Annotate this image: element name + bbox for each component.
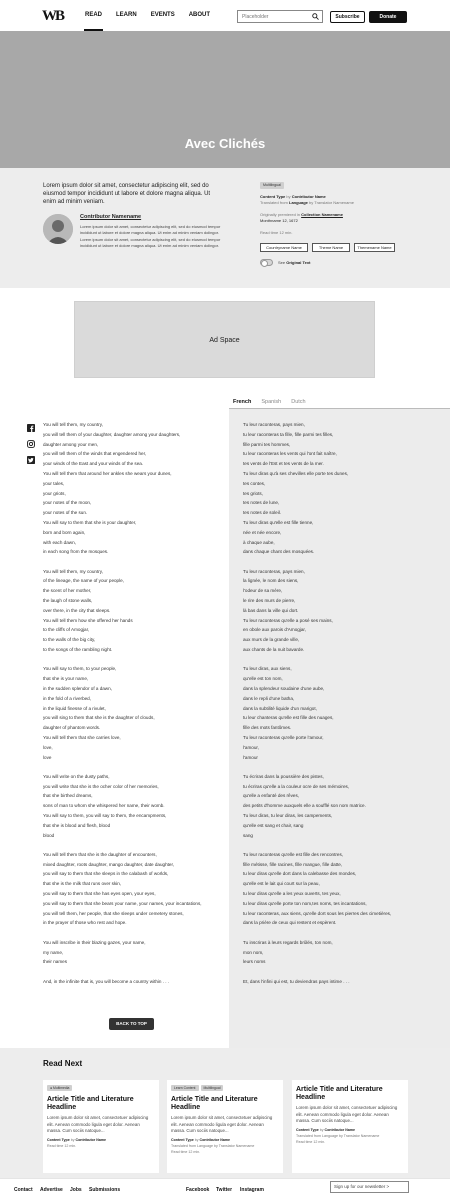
poem-stanza — [243, 567, 418, 655]
toggle-label — [278, 260, 310, 265]
date-text: Monthname 12, 1672 — [260, 218, 298, 223]
poem-line: fille parmi tes hommes, — [243, 441, 291, 447]
contributor-link[interactable]: Contributor Name — [291, 194, 326, 199]
poem-line: the scent of her mother, — [43, 588, 92, 594]
site-logo[interactable]: WB — [42, 8, 64, 24]
themename-tag[interactable]: Themename Name — [354, 243, 395, 252]
toggle-prefix: See — [278, 260, 286, 265]
poem-line: Tu leur diras, aux siens, — [243, 666, 292, 672]
tab-dutch[interactable]: Dutch — [291, 399, 306, 405]
poem-line: l'odeur de sa mère, — [243, 588, 283, 594]
poem-line: tes contes, — [243, 480, 266, 486]
poem-line: You will say to them, you will say to them, the encampments, — [43, 812, 167, 818]
poem-line: tes notes de soleil. — [243, 510, 282, 516]
poem-stanza — [43, 938, 220, 967]
back-to-top-button[interactable]: BACK TO TOP — [109, 1018, 154, 1030]
card-badges — [171, 1085, 225, 1091]
poem-stanza — [243, 664, 418, 762]
poem-line: to the songs of the rambling night. — [43, 647, 113, 653]
poem-line: l'amour — [243, 754, 258, 760]
poem-line: my name, — [43, 949, 64, 955]
poem-stanza — [243, 772, 418, 841]
poem-line: in the liquid finesse of a rivulet, — [43, 705, 106, 711]
card-excerpt: Lorem ipsum dolor sit amet, consectetuer adipiscing elit. Aenean commodo ligula eget dolor. Aenean massa. Cum sociis natoque... — [171, 1115, 273, 1133]
by-text: by — [286, 194, 291, 199]
twitter-icon[interactable] — [27, 456, 35, 464]
poem-line: And, in the infinite that is, you will become a country within . . . — [43, 978, 170, 984]
article-card[interactable] — [43, 1080, 159, 1173]
poem-stanza — [43, 420, 220, 557]
card-contributor[interactable]: Contributor Name — [199, 1138, 231, 1142]
poem-line: tu leur raconteras les vents qui l'ont fait naître, — [243, 451, 337, 457]
poem-line: Tu leur raconteras, pays mien, — [243, 422, 305, 427]
poem-line: You will tell them that around her ankles she wears your dunes, — [43, 470, 172, 476]
poem-line: your griots, — [43, 490, 66, 496]
poem-line: daughter among your men, — [43, 441, 99, 447]
poem-stanza — [243, 420, 418, 557]
poem-line: Tu leur raconteras qu'elle est fille des rencontres, — [243, 851, 344, 857]
poem-line: tu leur diras qu'elle a les yeux ouverts, tes yeux, — [243, 891, 341, 897]
poem-line: Et, dans l'infini qui est, tu deviendras pays intime . . . — [243, 978, 350, 984]
poem-line: tu leur chanteras qu'elle est fille des nuages, — [243, 715, 334, 721]
poem-line: that she is blood and flesh, blood — [43, 822, 111, 828]
poem-line: Tu écriras dans la poussière des pistes, — [243, 773, 324, 779]
poem-line: You will say to them that she is your daughter, — [43, 519, 137, 525]
tabs-divider — [229, 408, 450, 409]
poem-line: tu leur raconteras, aux siens, qu'elle dort sous les pierres des cimetières, — [243, 910, 392, 916]
card-content-type[interactable]: Content Type — [171, 1138, 194, 1142]
card-by: by — [70, 1138, 75, 1142]
donate-button[interactable]: Donate — [369, 11, 407, 23]
poem-line: à chaque aube, — [243, 539, 275, 545]
country-tag[interactable]: Countryname Name — [260, 243, 308, 252]
read-time: Read time 12 min. — [260, 230, 293, 235]
page-title: Avec Clichés — [184, 136, 266, 151]
poem-line: sons of man to whom she whispered her name, their womb. — [43, 803, 165, 809]
poem-line: over there, in the city that sleeps. — [43, 607, 111, 613]
poem-line: You will tell them, my country, — [43, 568, 103, 574]
card-contributor[interactable]: Contributor Name — [75, 1138, 107, 1142]
toggle-label-strong: Original Text — [286, 260, 311, 265]
poem-line: sang — [243, 832, 253, 838]
contributor-name-link[interactable]: Contributor Namename — [80, 214, 142, 220]
instagram-icon[interactable] — [27, 440, 35, 448]
poem-stanza — [43, 977, 220, 987]
content-type[interactable]: Content Type — [260, 194, 286, 199]
poem-line: of the lineage, the name of your people, — [43, 578, 124, 584]
poem-line: Tu leur raconteras qu'elle porte l'amour, — [243, 734, 324, 740]
lede-text: Lorem ipsum dolor sit amet, consectetur adipiscing elit, sed do eiusmod tempor incididunt ut labore et dolore magna aliqua. Ut enim ad minim veniam. — [43, 183, 211, 205]
poem-line: you will say to them that she bears your name, your names, your incantations, — [43, 900, 202, 906]
poem-line: to the walls of the big city, — [43, 637, 96, 643]
poem-line: to the cliffs of Amogjar, — [43, 627, 90, 633]
card-title[interactable]: Article Title and Literature Headline — [47, 1096, 134, 1111]
content-type-line — [260, 194, 400, 200]
poem-stanza — [243, 977, 418, 987]
translation-line — [260, 200, 400, 206]
poem-line: born and born again, — [43, 529, 86, 535]
poem-line: You will write on the dusty paths, — [43, 773, 110, 779]
poem-stanza — [43, 664, 220, 762]
card-badge-text: Multimedia — [53, 1086, 70, 1090]
poem-line: you will tell them, her people, that she sleeps under cemetery stones, — [43, 910, 184, 916]
poem-line: You will tell them that she carries love, — [43, 734, 121, 740]
poem-line: in the fold of a riverbed, — [43, 695, 92, 701]
card-excerpt: Lorem ipsum dolor sit amet, consectetuer adipiscing elit. Aenean commodo ligula eget dolor. Aenean massa. Cum sociis natoque... — [47, 1115, 149, 1133]
ad-space[interactable]: Ad Space — [74, 301, 375, 378]
poem-line: l'amour, — [243, 744, 259, 750]
tab-french[interactable]: French — [233, 397, 251, 408]
poem-line: tu leur raconteras ta fille, fille parmi tes filles, — [243, 431, 334, 437]
poem-stanza — [243, 850, 418, 928]
poem-line: tu leur diras qu'elle dort dans la calebasse des mondes, — [243, 871, 357, 877]
facebook-icon[interactable] — [27, 424, 35, 432]
translated-from-text: Translated from — [260, 200, 288, 205]
subscribe-button[interactable]: Subscribe — [330, 11, 365, 23]
poem-line: love — [43, 754, 52, 760]
footer-link-submissions[interactable]: Submissions — [89, 1187, 121, 1193]
card-read-time: Read time 12 min. — [47, 1144, 77, 1148]
poem-line: qu'elle est le lait qui court sur la peau, — [243, 881, 320, 887]
card-badge: ● Multimedia — [47, 1085, 72, 1091]
poem-line: in the sudden splendor of a dawn, — [43, 685, 112, 691]
card-meta — [171, 1138, 279, 1143]
poem-line: tu écriras qu'elle a la couleur ocre de ses mémoires, — [243, 783, 350, 789]
newsletter-input[interactable]: Sign up for our newsletter > — [330, 1181, 409, 1193]
language-text: Language — [289, 200, 308, 205]
card-meta — [47, 1138, 155, 1143]
poem-line: Tu leur raconteras, pays mien, — [243, 568, 305, 574]
card-content-type[interactable]: Content Type — [296, 1128, 319, 1132]
article-card[interactable] — [292, 1080, 408, 1173]
poem-translation-column — [243, 420, 418, 996]
poem-line: leurs noms — [243, 959, 266, 965]
poem-line: you will sing to them that she is the daughter of clouds, — [43, 715, 155, 721]
poem-line: You will tell them, my country, — [43, 422, 103, 427]
tab-spanish[interactable]: Spanish — [261, 399, 282, 405]
poem-line: that she birthed dreams, — [43, 793, 93, 799]
footer-link-twitter[interactable]: Twitter — [216, 1187, 233, 1193]
poem-line: in the prayer of those who rest and hope. — [43, 920, 127, 926]
poem-line: dans le repli d'une batha, — [243, 695, 295, 701]
poem-line: love, — [43, 744, 53, 750]
poem-line: dans la prière de ceux qui restent et espèrent. — [243, 920, 337, 926]
poem-stanza — [43, 850, 220, 928]
poem-line: You will inscribe in their blazing gazes, your name, — [43, 939, 146, 945]
collection-link[interactable]: Collection Namename — [301, 212, 343, 217]
poem-stanza — [43, 567, 220, 655]
poem-line: blood — [43, 832, 55, 838]
poem-line: Tu inscriras à leurs regards brûlés, ton nom, — [243, 939, 333, 945]
poem-line: en obole aux parois d'Amogjar, — [243, 627, 306, 633]
poem-line: tu leur diras qu'elle porte ton nom,tes noms, tes incantations, — [243, 900, 367, 906]
poem-line: you will say to them that she sleeps in the calabash of worlds, — [43, 871, 169, 877]
poem-original-column — [43, 420, 220, 996]
poem-line: daughter of phantom words. — [43, 725, 101, 731]
poem-line: la lignée, le nom des siens, — [243, 578, 299, 584]
poem-line: their names — [43, 959, 68, 965]
card-contributor[interactable]: Contributor Name — [324, 1128, 356, 1132]
theme-tag[interactable]: Theme Name — [312, 243, 350, 252]
poem-line: tes notes de lune, — [243, 500, 280, 506]
poem-line: you will tell them of your daughter, daughter among your daughters, — [43, 431, 181, 437]
premiered-text: Originally premiered in — [260, 212, 301, 217]
poem-line: the laugh of stone walls, — [43, 598, 93, 604]
poem-line: with each dawn, — [43, 539, 76, 545]
card-read-time: Read time 12 min. — [171, 1150, 201, 1154]
poem-line: tes griots, — [243, 490, 263, 496]
poem-line: your tales, — [43, 480, 65, 486]
search-input[interactable] — [237, 10, 323, 23]
site-header — [0, 0, 450, 31]
poem-line: aux murs de la grande ville, — [243, 637, 300, 643]
poem-line: des petits d'homme auxquels elle a soufflé son nom matrice. — [243, 803, 366, 809]
card-badges — [47, 1085, 74, 1091]
poem-stanza — [43, 772, 220, 841]
language-tabs — [229, 397, 312, 408]
multilingual-badge: Multilingual — [260, 182, 284, 189]
card-read-time: Read time 12 min. — [296, 1140, 326, 1144]
poem-line: Tu leur diras qu'elle est fille tienne, — [243, 519, 314, 525]
poem-line: your winds of the East and your winds of the sea. — [43, 461, 144, 467]
poem-line: née et née encore, — [243, 529, 282, 535]
card-badge: Multilingual — [201, 1085, 224, 1091]
footer-link-advertise[interactable]: Advertise — [40, 1187, 63, 1193]
search-icon[interactable] — [312, 13, 319, 20]
card-translation: Translated from Language by Translator Namename — [296, 1134, 380, 1138]
card-by: by — [319, 1128, 324, 1132]
poem-line: dans la splendeur soudaine d'une aube, — [243, 685, 325, 691]
nav-about[interactable]: ABOUT — [188, 12, 211, 18]
read-next-title: Read Next — [43, 1059, 83, 1068]
intro-section — [0, 168, 450, 288]
poem-line: dans la subtilité liquide d'un marigot, — [243, 705, 317, 711]
card-by: by — [194, 1138, 199, 1142]
contributor-bio: Lorem ipsum dolor sit amet, consectetur adipiscing elit, sed do eiusmod tempor incididunt ut labore et dolore magna aliqua. Ut enim ad minim veniam dolingor. Lorem ipsum dolor sit amet, consectetur adipiscing elit, sed do eiusmod tempor incididunt ut labore et dolore magna aliqua. Ut enim ad minim veniam dolingor. — [80, 224, 221, 248]
card-title[interactable]: Article Title and Literature Headline — [296, 1086, 383, 1101]
nav-events[interactable]: EVENTS — [150, 12, 175, 18]
poem-line: you will write that she is the ocher color of her memories, — [43, 783, 159, 789]
poem-line: your notes of the moon, — [43, 500, 92, 506]
avatar — [43, 214, 73, 244]
poem-line: Tu leur diras qu'à ses chevilles elle porte tes dunes, — [243, 470, 349, 476]
poem-line: You will tell them how she offered her hands — [43, 617, 133, 623]
poem-line: Tu leur diras, tu leur diras, les campements, — [243, 812, 333, 818]
poem-line: fille des mots fantômes. — [243, 725, 292, 731]
poem-line: qu'elle est ton nom, — [243, 676, 283, 682]
poem-line: là bas dans la ville qui dort. — [243, 607, 299, 613]
poem-line: you will tell them of the winds that engendered her, — [43, 451, 147, 457]
poem-line: mixed daughter, roots daughter, mango daughter, date daughter, — [43, 861, 175, 867]
poem-line: you will say to them that she has eyes open, your eyes, — [43, 891, 156, 897]
poem-line: You will tell them that she is the daughter of encounters, — [43, 851, 157, 857]
read-next-section — [0, 1048, 450, 1178]
poem-line: that she is the milk that runs over skin, — [43, 881, 122, 887]
poem-line: aux chants de la nuit bavarde. — [243, 647, 305, 653]
poem-line: Tu leur raconteras qu'elle a posé ses mains, — [243, 617, 333, 623]
poem-line: qu'elle a enfanté des rêves, — [243, 793, 300, 799]
nav-learn[interactable]: LEARN — [116, 12, 137, 18]
poem-line: You will say to them, to your people, — [43, 666, 117, 672]
main-nav — [85, 0, 224, 31]
poem-line: le rire des murs de pierre, — [243, 598, 296, 604]
footer-link-facebook[interactable]: Facebook — [186, 1187, 210, 1193]
article-card[interactable] — [167, 1080, 283, 1173]
footer-link-jobs[interactable]: Jobs — [70, 1187, 82, 1193]
card-translation: Translated from Language by Translator Namename — [171, 1144, 255, 1148]
card-excerpt: Lorem ipsum dolor sit amet, consectetuer adipiscing elit. Aenean commodo ligula eget dolor. Aenean massa. Cum sociis natoque... — [296, 1105, 398, 1123]
original-text-toggle[interactable] — [260, 259, 273, 266]
poem-line: that she is your name, — [43, 676, 89, 682]
nav-read[interactable]: READ — [85, 0, 102, 31]
hero-banner — [0, 31, 450, 168]
card-content-type[interactable]: Content Type — [47, 1138, 70, 1142]
poem-line: your notes of the sun. — [43, 510, 88, 516]
poem-line: in each song from the mosques. — [43, 549, 109, 555]
poem-stanza — [243, 938, 418, 967]
poem-line: mon nom, — [243, 949, 264, 955]
poem-line: dans chaque chant des mosquées. — [243, 549, 315, 555]
footer-link-contact[interactable]: Contact — [14, 1187, 33, 1193]
poem-line: fille métisse, fille racines, fille mangue, fille datte, — [243, 861, 343, 867]
poem-line: qu'elle est sang et chair, sang — [243, 822, 304, 828]
card-badge: Learn Content — [171, 1085, 199, 1091]
translator-text: by Translator Namename — [309, 200, 354, 205]
poem-line: tes vents de l'Est et tes vents de la mer. — [243, 461, 324, 467]
card-title[interactable]: Article Title and Literature Headline — [171, 1096, 258, 1111]
footer-link-instagram[interactable]: Instagram — [240, 1187, 264, 1193]
card-meta — [296, 1128, 404, 1133]
premiere-line — [260, 212, 400, 218]
